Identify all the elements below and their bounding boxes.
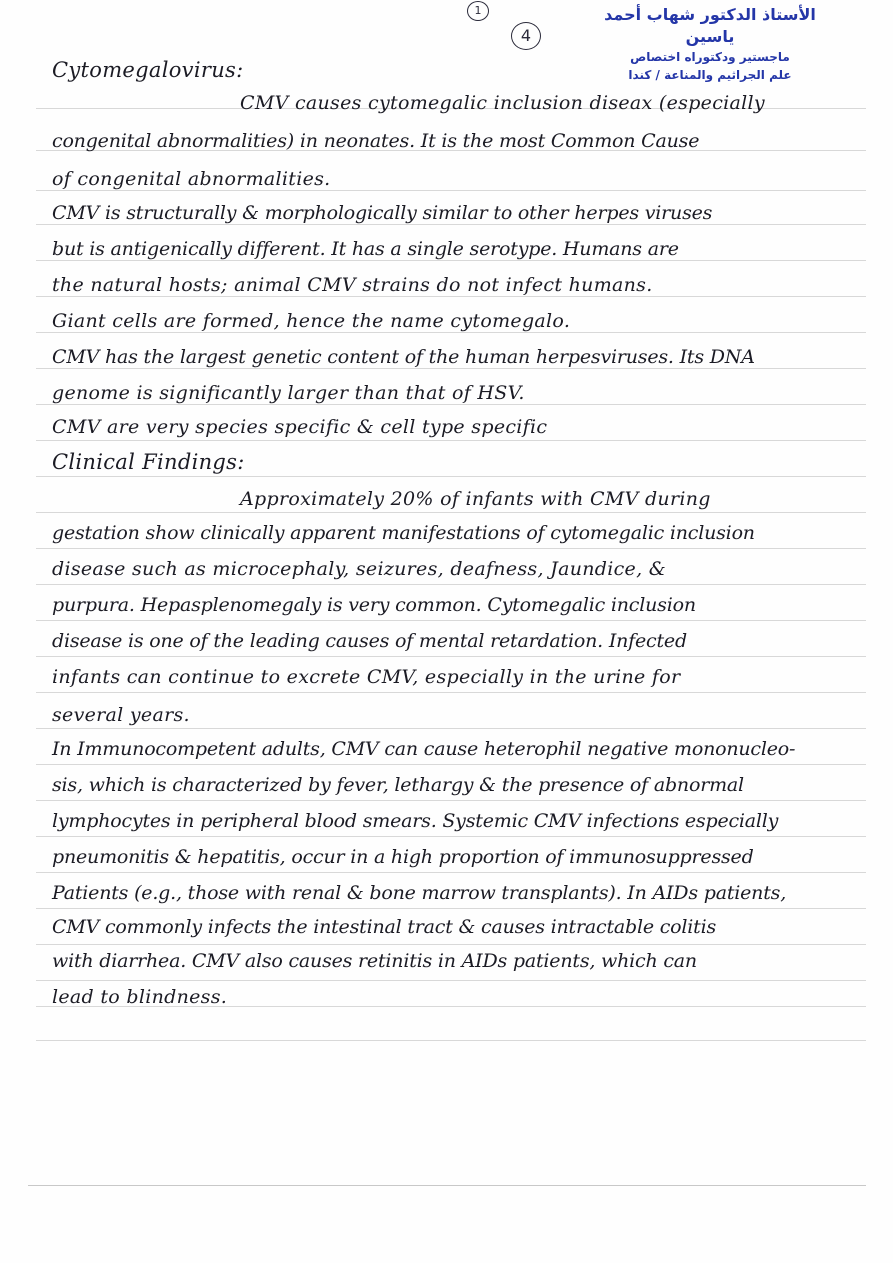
ruled-line [36, 548, 866, 549]
notes-line: genome is significantly larger than that of HSV. [52, 382, 525, 404]
page-number: 4 [511, 22, 541, 50]
ruled-line [36, 404, 866, 405]
notes-line: disease such as microcephaly, seizures, deafness, Jaundice, & [52, 558, 666, 580]
notes-line: the natural hosts; animal CMV strains do not infect humans. [52, 274, 653, 296]
ruled-line [36, 190, 866, 191]
ruled-line [36, 332, 866, 333]
ruled-line [36, 800, 866, 801]
notes-line: In Immunocompetent adults, CMV can cause heterophil negative mononucleo- [52, 738, 796, 760]
ruled-line [36, 620, 866, 621]
ruled-line [36, 836, 866, 837]
stamp-line-1: الأستاذ الدكتور شهاب أحمد ياسين [604, 5, 816, 46]
notes-line: Patients (e.g., those with renal & bone marrow transplants). In AIDs patients, [52, 882, 787, 904]
ruled-line [36, 980, 866, 981]
notes-line: pneumonitis & hepatitis, occur in a high proportion of immunosuppressed [52, 846, 754, 868]
ruled-line [36, 440, 866, 441]
ruled-line [36, 656, 866, 657]
ruled-line [36, 908, 866, 909]
ruled-line [36, 728, 866, 729]
notes-line: Approximately 20% of infants with CMV during [240, 488, 711, 510]
notes-line: disease is one of the leading causes of mental retardation. Infected [52, 630, 687, 652]
ruled-line [36, 692, 866, 693]
notes-line: sis, which is characterized by fever, lethargy & the presence of abnormal [52, 774, 744, 796]
notes-line: lymphocytes in peripheral blood smears. Systemic CMV infections especially [52, 810, 779, 832]
ruled-line [36, 764, 866, 765]
notes-title: Cytomegalovirus: [52, 58, 244, 82]
notes-line: but is antigenically different. It has a single serotype. Humans are [52, 238, 679, 260]
ruled-line [36, 872, 866, 873]
notes-line: Giant cells are formed, hence the name cytomegalo. [52, 310, 571, 332]
ruled-line [36, 1040, 866, 1041]
notes-line: CMV is structurally & morphologically similar to other herpes viruses [52, 202, 713, 224]
notes-line: infants can continue to excrete CMV, especially in the urine for [52, 666, 681, 688]
stamp-line-2: ماجستير ودكتوراه اختصاص [630, 50, 790, 64]
notes-line: purpura. Hepasplenomegaly is very common. Cytomegalic inclusion [52, 594, 696, 616]
notes-line: lead to blindness. [52, 986, 228, 1008]
notes-line: CMV commonly infects the intestinal tract & causes intractable colitis [52, 916, 717, 938]
ruled-line [36, 584, 866, 585]
ruled-line [36, 224, 866, 225]
notes-line: with diarrhea. CMV also causes retinitis in AIDs patients, which can [52, 950, 697, 972]
notes-line: gestation show clinically apparent manifestations of cytomegalic inclusion [52, 522, 755, 544]
page-mark-top: 1 [467, 1, 489, 21]
ruled-line [36, 260, 866, 261]
ruled-line [36, 296, 866, 297]
stamp-line-3: علم الجراثيم والمناعة / كندا [628, 68, 792, 82]
notes-line: CMV causes cytomegalic inclusion diseax (especially [240, 92, 765, 114]
ruled-line [36, 476, 866, 477]
ruled-line [36, 944, 866, 945]
notes-line: of congenital abnormalities. [52, 168, 331, 190]
page-bottom-rule [28, 1185, 866, 1186]
ruled-line [36, 512, 866, 513]
notes-line: CMV are very species specific & cell type specific [52, 416, 548, 438]
section-heading-clinical-findings: Clinical Findings: [52, 450, 245, 474]
ruled-line [36, 368, 866, 369]
notes-line: congenital abnormalities) in neonates. It is the most Common Cause [52, 130, 700, 152]
notes-line: several years. [52, 704, 190, 726]
notes-line: CMV has the largest genetic content of the human herpesviruses. Its DNA [52, 346, 755, 368]
